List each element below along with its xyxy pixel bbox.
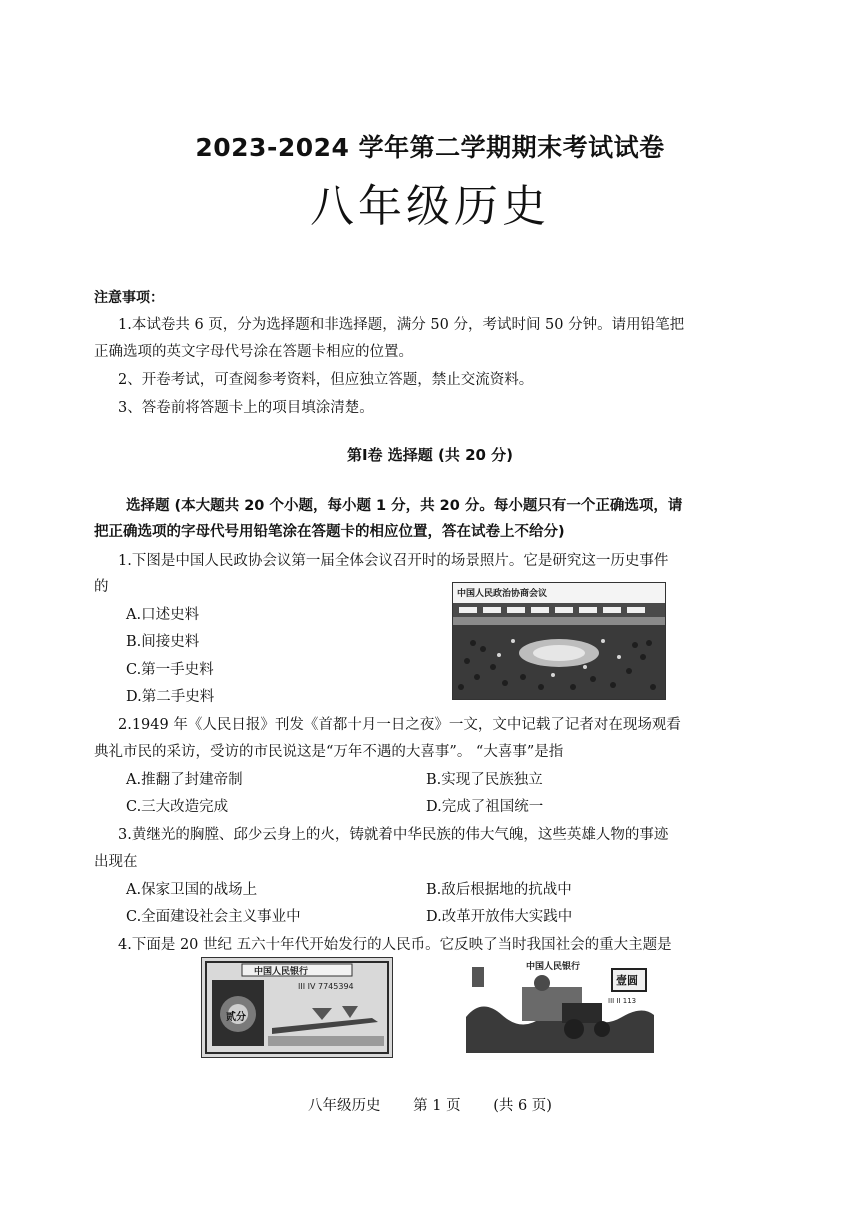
notes-heading: 注意事项： — [94, 290, 164, 306]
q2-stem-line-1: 2.1949 年《人民日报》刊发《首都十月一日之夜》一文，文中记载了记者对在现场观看 — [118, 717, 681, 733]
q3-option-d: D.改革开放伟大实践中 — [426, 909, 573, 925]
note-item-1-line-1: 1.本试卷共 6 页，分为选择题和非选择题，满分 50 分，考试时间 50 分钟。请用铅笔把 — [118, 317, 685, 333]
q2-option-a: A.推翻了封建帝制 — [126, 772, 243, 788]
subject-title: 八年级历史 — [310, 181, 550, 232]
q1-stem-line-2: 的 — [94, 579, 109, 595]
q3-option-b: B.敌后根据地的抗战中 — [426, 882, 572, 898]
q3-option-c: C.全面建设社会主义事业中 — [126, 909, 301, 925]
exam-title: 2023-2024 学年第二学期期末考试试卷 — [195, 133, 665, 162]
banknote-two-fen — [201, 957, 393, 1058]
banknote-2-bank-name: 中国人民银行 — [526, 962, 581, 972]
banknote-one-yuan — [462, 957, 658, 1056]
q1-option-a: A.口述史料 — [126, 607, 200, 623]
q3-stem-line-1: 3.黄继光的胸膛、邱少云身上的火，铸就着中华民族的伟大气魄，这些英雄人物的事迹 — [118, 827, 669, 843]
q3-option-a: A.保家卫国的战场上 — [126, 882, 258, 898]
note-item-1-line-2: 正确选项的英文字母代号涂在答题卡相应的位置。 — [94, 344, 413, 360]
section-title: 第Ⅰ卷 选择题 (共 20 分) — [346, 446, 514, 464]
q1-stem-line-1: 1.下图是中国人民政协会议第一届全体会议召开时的场景照片。它是研究这一历史事件 — [118, 553, 669, 569]
banknote-2-value: 壹圆 — [616, 974, 638, 987]
note-item-2: 2、开卷考试，可查阅参考资料，但应独立答题，禁止交流资料。 — [118, 372, 534, 388]
q1-option-c: C.第一手史料 — [126, 662, 214, 678]
q2-option-c: C.三大改造完成 — [126, 799, 229, 815]
cppcc-photo-banner: 中国人民政治协商会议 — [457, 589, 548, 599]
banknote-2-serial: III II 113 — [608, 997, 637, 1005]
banknote-1-serial: III IV 7745394 — [298, 982, 354, 991]
q2-option-d: D.完成了祖国统一 — [426, 799, 544, 815]
q2-option-b: B.实现了民族独立 — [426, 772, 543, 788]
q2-stem-line-2: 典礼市民的采访，受访的市民说这是“万年不遇的大喜事”。 “大喜事”是指 — [94, 744, 564, 760]
footer-page-number: 第 1 页 — [413, 1098, 461, 1114]
footer-subject: 八年级历史 — [308, 1098, 381, 1114]
cppcc-meeting-photo — [452, 582, 666, 700]
q4-stem: 4.下面是 20 世纪 五六十年代开始发行的人民币。它反映了当时我国社会的重大主题是 — [118, 937, 672, 953]
note-item-3: 3、答卷前将答题卡上的项目填涂清楚。 — [118, 400, 374, 416]
q3-stem-line-2: 出现在 — [94, 854, 138, 870]
section-instructions-line-2: 把正确选项的字母代号用铅笔涂在答题卡的相应位置，答在试卷上不给分) — [94, 524, 565, 540]
page-footer — [0, 1094, 860, 1115]
banknote-1-bank-name: 中国人民银行 — [254, 967, 309, 977]
footer-total-pages: (共 6 页) — [493, 1098, 552, 1114]
section-instructions-line-1: 选择题 (本大题共 20 个小题，每小题 1 分，共 20 分。每小题只有一个正确选项，请 — [126, 498, 683, 514]
banknote-1-value: 贰分 — [226, 1012, 246, 1023]
cppcc-meeting-photo-graphic — [453, 583, 665, 699]
q1-option-b: B.间接史料 — [126, 634, 200, 650]
q1-option-d: D.第二手史料 — [126, 689, 215, 705]
